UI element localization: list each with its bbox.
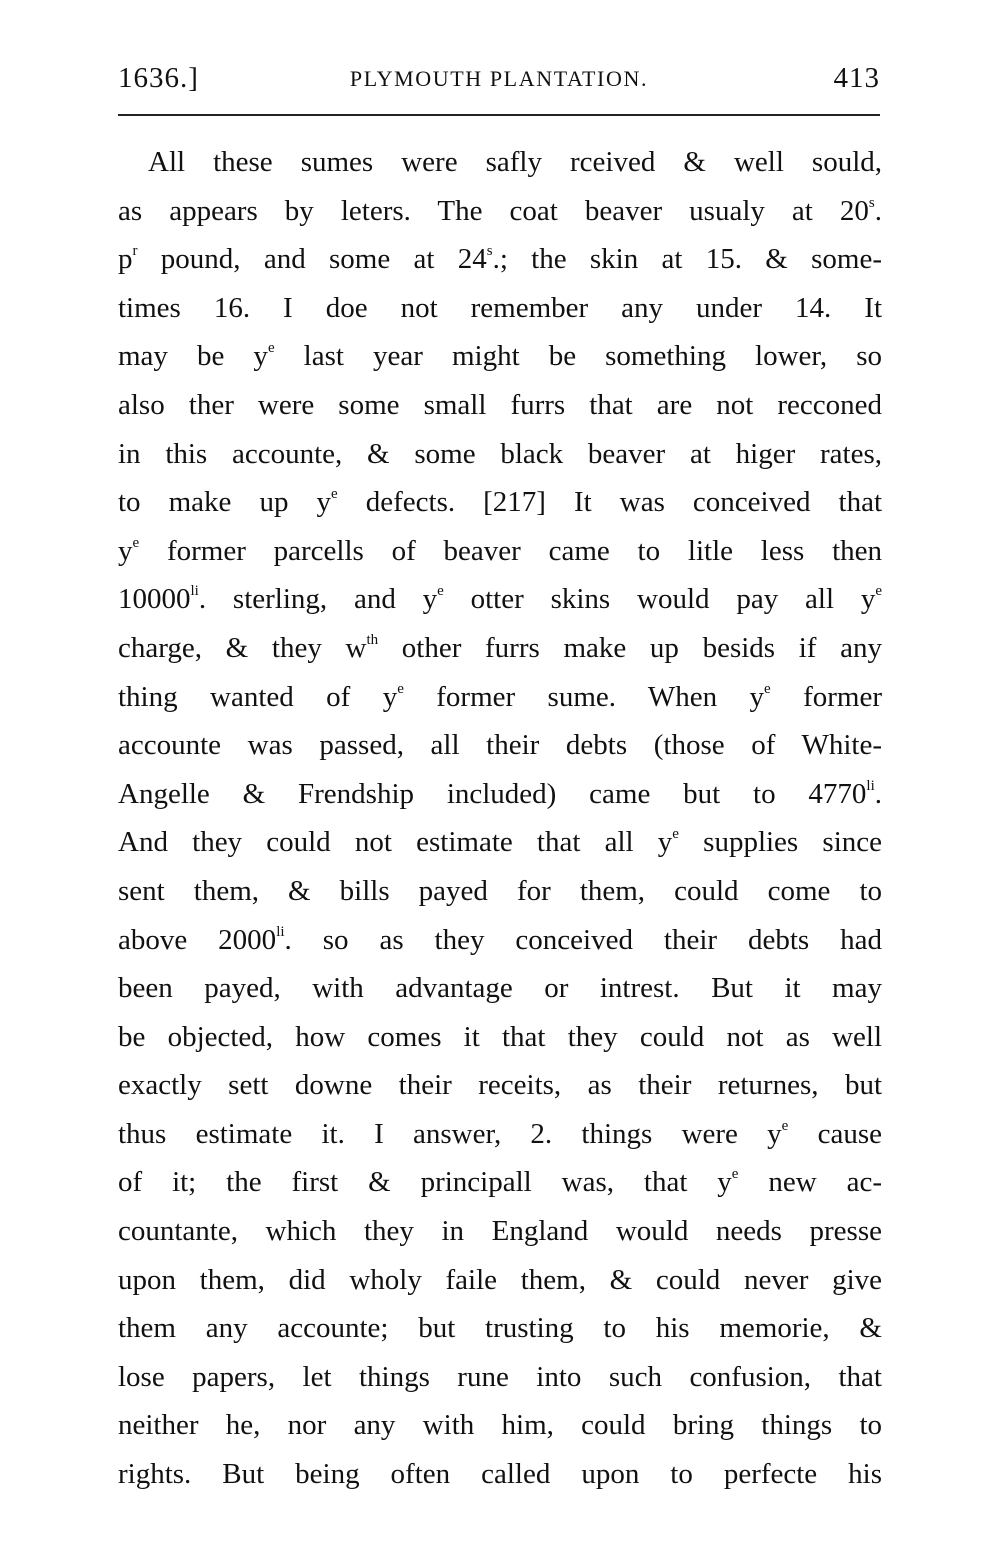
- header-title: PLYMOUTH PLANTATION.: [349, 66, 649, 91]
- text-line: lose papers, let things rune into such confusion, that: [118, 1360, 882, 1393]
- text-line: thing wanted of $y^e$ former sume. When $y^e$ former: [118, 680, 882, 713]
- text-line: them any accounte; but trusting to his memorie, &: [118, 1312, 882, 1345]
- header-year: 1636.]: [118, 62, 199, 94]
- text-line: been payed, with advantage or intrest. But it may: [118, 972, 882, 1005]
- text-line: also ther were some small furrs that are not recconed: [118, 388, 882, 421]
- text-line: All these sumes were safly rceived & well sould,: [148, 146, 882, 178]
- text-line: And they could not estimate that all $y^e$ supplies since: [118, 826, 882, 859]
- text-line: Angelle & Frendship included) came but to $4770^{li}$.: [118, 777, 882, 810]
- text-line: charge, & they $w^{th}$ other furrs make up besids if any: [118, 631, 882, 664]
- text-line: accounte was passed, all their debts (those of White-: [118, 729, 882, 762]
- text-line: thus estimate it. I answer, 2. things were $y^e$ cause: [118, 1117, 882, 1150]
- text-line: $p^r$ pound, and some at 24$^s$.; the skin at 15. & some-: [118, 243, 883, 276]
- text-line: may be $y^e$ last year might be something lower, so: [118, 340, 882, 373]
- text-line: times 16. I doe not remember any under 14. It: [118, 291, 882, 324]
- text-line: upon them, did wholy faile them, & could never give: [118, 1263, 882, 1296]
- text-line: as appears by leters. The coat beaver usualy at 20$^s$.: [118, 194, 882, 227]
- text-line: rights. But being often called upon to perfecte his: [118, 1458, 882, 1491]
- text-line: to make up $y^e$ defects. [217] It was conceived that: [118, 486, 883, 519]
- text-line: exactly sett downe their receits, as their returnes, but: [118, 1069, 882, 1102]
- text-line: $y^e$ former parcells of beaver came to litle less then: [118, 534, 882, 567]
- header-rule: [118, 114, 880, 116]
- text-line: neither he, nor any with him, could bring things to: [118, 1409, 882, 1442]
- text-line: in this accounte, & some black beaver at higer rates,: [118, 437, 882, 470]
- text-line: above $2000^{li}$. so as they conceived their debts had: [118, 923, 882, 956]
- text-line: be objected, how comes it that they could not as well: [118, 1020, 882, 1053]
- page-number: 413: [833, 62, 880, 94]
- running-header: [118, 62, 880, 98]
- text-line: $10000^{li}$. sterling, and $y^e$ otter skins would pay all $y^e$: [118, 583, 882, 616]
- body-text: [118, 138, 882, 1499]
- text-line: countante, which they in England would needs presse: [118, 1215, 882, 1248]
- text-line: sent them, & bills payed for them, could come to: [118, 874, 882, 907]
- text-line: of it; the first & principall was, that $y^e$ new ac-: [118, 1166, 882, 1199]
